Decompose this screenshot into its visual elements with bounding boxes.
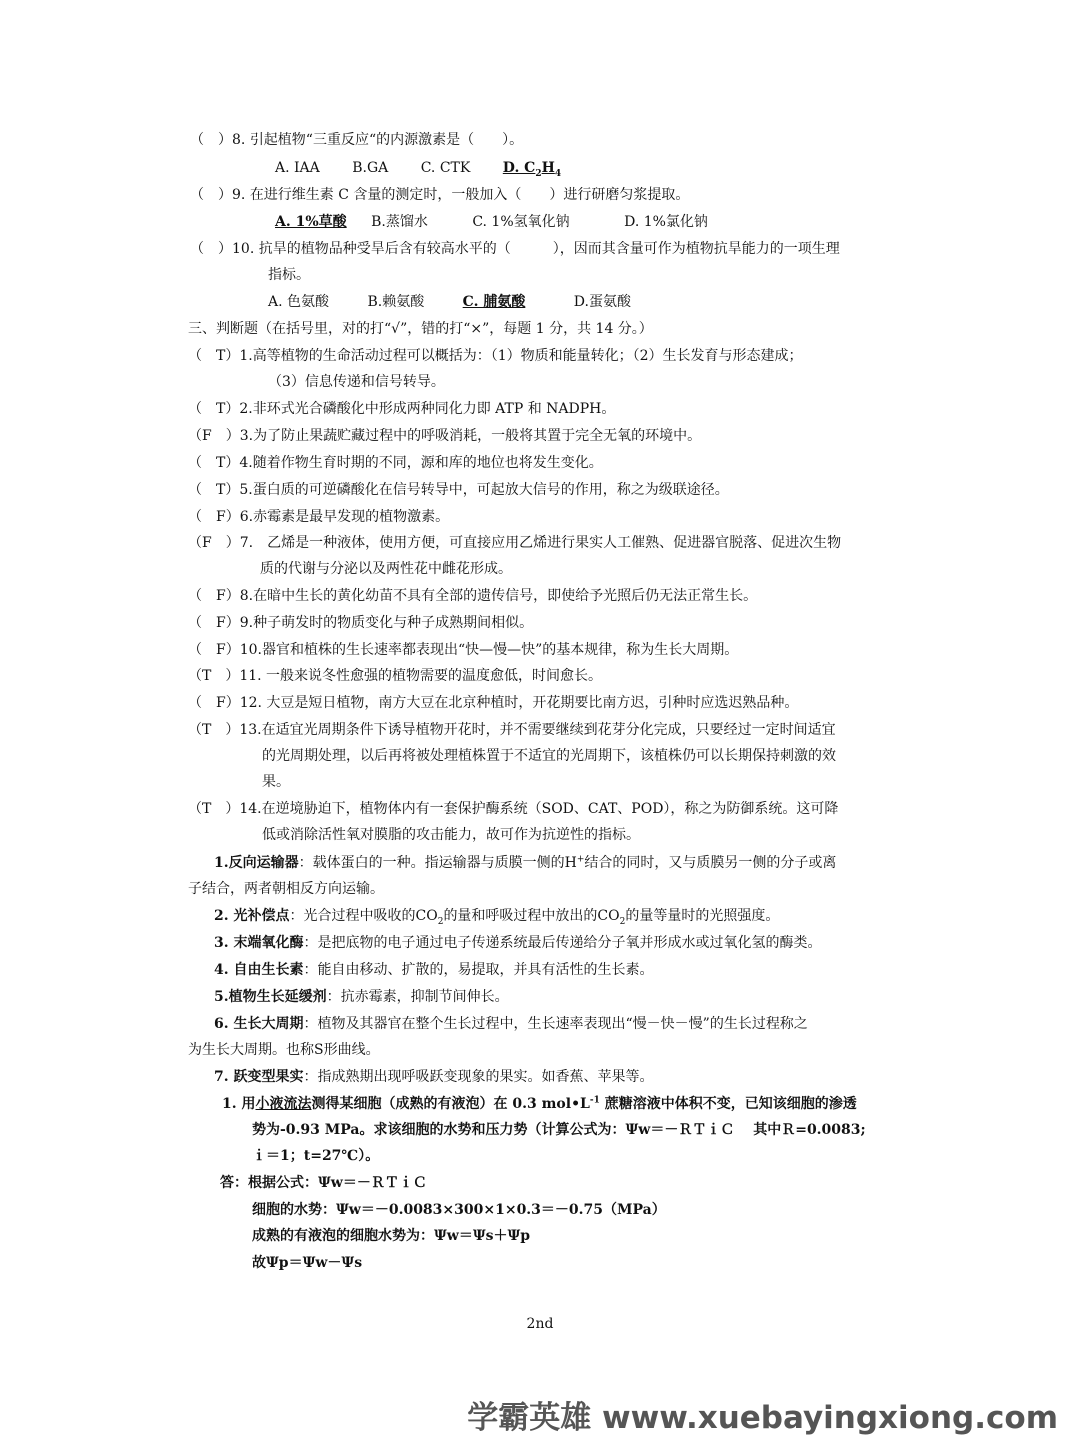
calc-question-cont: 势为-0.93 MPa。求该细胞的水势和压力势（计算公式为：Ψw＝－ＲＴｉＣ 其中Ｒ=0.0083; [252, 1122, 866, 1138]
tf-item-11: （T ）11. 一般来说冬性愈强的植物需要的温度愈低，时间愈长。 [188, 668, 603, 684]
tf-item-13-cont: 的光周期处理，以后再将被处理植株置于不适宜的光周期下，该植株仍可以长期保持刺激的效 [262, 748, 836, 764]
option: A. 色氨酸 [268, 294, 330, 310]
tf-item-1: （ T）1.高等植物的生命活动过程可以概括为：（1）物质和能量转化；（2）生长发育与形态建成； [188, 348, 803, 364]
page-number: 2nd [526, 1316, 554, 1332]
definition-5: 5.植物生长延缓剂：抗赤霉素，抑制节间伸长。 [214, 989, 509, 1005]
tf-item-7-cont: 质的代谢与分泌以及两性花中雌花形成。 [260, 561, 512, 577]
definition-term: 7. 跃变型果实 [214, 1069, 304, 1085]
tf-item-6: （ F）6.赤霉素是最早发现的植物激素。 [188, 509, 450, 525]
option-answer: C. 脯氨酸 [462, 294, 526, 310]
mc-options-10 [268, 292, 659, 312]
definition-3: 3. 末端氧化酶：是把底物的电子通过电子传递系统最后传递给分子氧并形成水或过氧化氢的酶类。 [214, 935, 822, 951]
option: D.蛋氨酸 [573, 294, 631, 310]
calc-answer: 细胞的水势：Ψw＝－0.0083×300×1×0.3＝－0.75（MPa） [252, 1202, 666, 1218]
definition-2: 2. 光补偿点：光合过程中吸收的$CO_2$的量和呼吸过程中放出的$CO_2$的量等量时的光照强度。 [214, 908, 780, 927]
mc-options-8 [275, 158, 589, 178]
option: A. IAA [275, 160, 320, 176]
tf-item-2: （ T）2.非环式光合磷酸化中形成两种同化力即 ATP 和 NADPH。 [188, 401, 616, 417]
definition-term: 1.反向运输器 [214, 855, 299, 871]
calc-question: 1. 用小液流法测得某细胞（成熟的有液泡）在 0.3 $mol•L^{-1}$ 蔗糖溶液中体积不变，已知该细胞的渗透 [222, 1095, 857, 1112]
tf-item-13: （T ）13.在适宜光周期条件下诱导植物开花时，并不需要继续到花芽分化完成，只要经过一定时间适宜 [188, 722, 836, 738]
option: C. 1%氢氧化钠 [472, 214, 570, 230]
definition-1-cont: 子结合，两者朝相反方向运输。 [188, 881, 384, 897]
option-answer: A. 1%草酸 [275, 214, 347, 230]
calc-answer: 故Ψp＝Ψw－Ψs [252, 1255, 363, 1271]
mc-question-9: （ ）9. 在进行维生素 C 含量的测定时，一般加入（ ）进行研磨匀浆提取。 [190, 187, 690, 203]
tf-section-header: 三、判断题（在括号里，对的打“√”，错的打“×”，每题 1 分，共 14 分。） [188, 321, 653, 337]
mc-question-10-cont: 指标。 [268, 267, 310, 283]
calc-answer: 答：根据公式：Ψw＝－ＲＴｉＣ [220, 1175, 427, 1191]
mc-question-10: （ ）10. 抗旱的植物品种受旱后含有较高水平的（ ），因而其含量可作为植物抗旱能力的一项生理 [190, 241, 840, 257]
definition-6-cont: 为生长大周期。也称S形曲线。 [188, 1042, 380, 1058]
definition-term: 3. 末端氧化酶 [214, 935, 304, 951]
tf-item-5: （ T）5.蛋白质的可逆磷酸化在信号转导中，可起放大信号的作用，称之为级联途径。 [188, 482, 729, 498]
tf-item-10: （ F）10.器官和植株的生长速率都表现出“快—慢—快”的基本规律，称为生长大周期。 [188, 642, 739, 658]
tf-item-1-cont: （3）信息传递和信号转导。 [268, 374, 445, 390]
mc-options-9 [275, 212, 736, 232]
definition-term: 5.植物生长延缓剂 [214, 989, 327, 1005]
tf-item-12: （ F）12. 大豆是短日植物，南方大豆在北京种植时，开花期要比南方迟，引种时应选迟熟品种。 [188, 695, 799, 711]
option: B.赖氨酸 [367, 294, 425, 310]
tf-item-9: （ F）9.种子萌发时的物质变化与种子成熟期间相似。 [188, 615, 534, 631]
tf-item-13-cont: 果。 [262, 774, 290, 790]
watermark: 学霸英雄 www.xuebayingxiong.com [467, 1400, 1058, 1436]
definition-4: 4. 自由生长素：能自由移动、扩散的，易提取，并具有活性的生长素。 [214, 962, 654, 978]
definition-term: 4. 自由生长素 [214, 962, 304, 978]
option: B.GA [352, 160, 389, 176]
option: B.蒸馏水 [371, 214, 428, 230]
tf-item-14: （T ）14.在逆境胁迫下，植物体内有一套保护酶系统（SOD、CAT、POD），称之为防御系统。这可降 [188, 801, 839, 817]
tf-item-4: （ T）4.随着作物生育时期的不同，源和库的地位也将发生变化。 [188, 455, 603, 471]
definition-7: 7. 跃变型果实：指成熟期出现呼吸跃变现象的果实。如香蕉、苹果等。 [214, 1069, 654, 1085]
tf-item-14-cont: 低或消除活性氧对膜脂的攻击能力，故可作为抗逆性的指标。 [262, 827, 640, 843]
definition-term: 2. 光补偿点 [214, 908, 290, 924]
definition-6: 6. 生长大周期：植物及其器官在整个生长过程中，生长速率表现出“慢－快－慢”的生长过程称之 [214, 1016, 808, 1032]
calc-question-cont: ｉ＝1；t=27℃）。 [252, 1148, 380, 1164]
mc-question-8: （ ）8. 引起植物“三重反应“的内源激素是（ ）。 [190, 132, 524, 148]
option: C. CTK [420, 160, 471, 176]
calc-answer: 成熟的有液泡的细胞水势为：Ψw＝Ψs＋Ψp [252, 1228, 531, 1244]
definition-1: 1.反向运输器：载体蛋白的一种。指运输器与质膜一侧的H+结合的同时，又与质膜另一侧的分子或离 [214, 854, 837, 871]
definition-term: 6. 生长大周期 [214, 1016, 304, 1032]
tf-item-3: （F ）3.为了防止果蔬贮藏过程中的呼吸消耗，一般将其置于完全无氧的环境中。 [188, 428, 702, 444]
tf-item-8: （ F）8.在暗中生长的黄化幼苗不具有全部的遗传信号，即使给予光照后仍无法正常生长。 [188, 588, 758, 604]
option-answer: D. $C_2H_4$ [502, 160, 562, 179]
tf-item-7: （F ）7. 乙烯是一种液体，使用方便，可直接应用乙烯进行果实人工催熟、促进器官脱落、促进次生物 [188, 535, 842, 551]
option: D. 1%氯化钠 [624, 214, 708, 230]
